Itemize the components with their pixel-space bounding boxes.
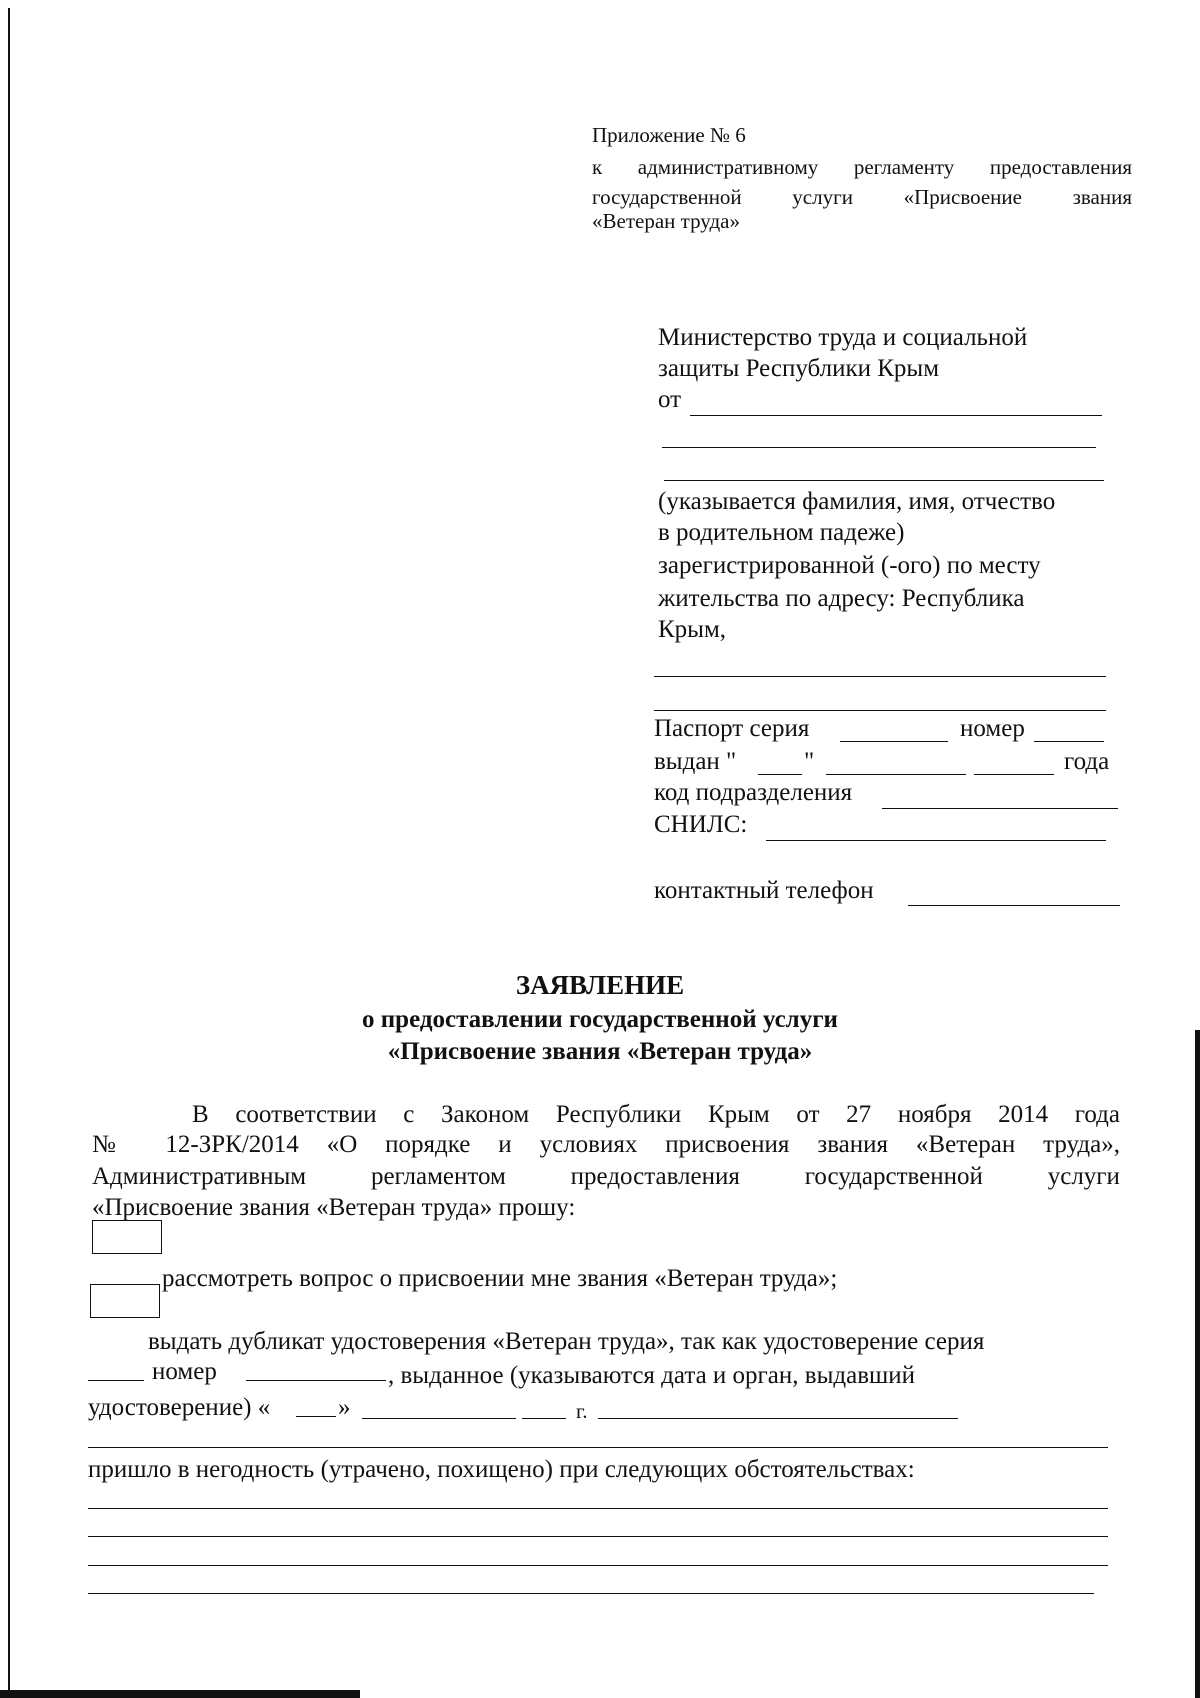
body-line-1: В соответствии с Законом Республики Крым от 27 ноября 2014 года [192,1101,1120,1128]
document-subtitle-line2: «Присвоение звания «Ветеран труда» [387,1038,813,1065]
body-line-4: «Присвоение звания «Ветеран труда» прошу: [92,1194,576,1221]
circumstances-label: пришло в негодность (утрачено, похищено) при следующих обстоятельствах: [88,1456,915,1483]
name-hint-line1: (указывается фамилия, имя, отчество [658,488,1056,515]
phone-label: контактный телефон [654,877,874,904]
scan-left-border [8,8,10,1693]
dup-cert-year-field[interactable] [522,1418,566,1419]
from-name-field-3[interactable] [664,480,1104,481]
from-name-field[interactable] [690,415,1102,416]
circumstances-field-1[interactable] [88,1508,1108,1509]
option-assign-label: рассмотреть вопрос о присвоении мне звания «Ветеран труда»; [162,1265,838,1292]
passport-year-label: года [1064,748,1110,775]
passport-series-label: Паспорт серия [654,715,810,742]
dup-issuer-field[interactable] [598,1418,958,1419]
address-field-2[interactable] [654,710,1106,711]
body-line-3-word-3: предоставления [570,1163,740,1190]
circumstances-field-3[interactable] [88,1565,1108,1566]
passport-number-field[interactable] [1034,741,1104,742]
dup-cert-label: удостоверение) « [88,1394,271,1421]
document-title: ЗАЯВЛЕНИЕ [515,970,685,1000]
dup-cert-day-field[interactable] [296,1416,336,1417]
passport-number-label: номер [960,715,1025,742]
from-label: от [658,386,682,413]
body-line-3-word-5: услуги [1047,1163,1120,1190]
passport-issued-month-field[interactable] [826,774,966,775]
option-duplicate-checkbox[interactable] [90,1284,160,1318]
subdivision-code-label: код подразделения [654,779,853,806]
dup-cert-quote: » [338,1394,351,1421]
passport-issued-day-field[interactable] [758,774,802,775]
dup-number-label: номер [152,1358,217,1385]
snils-label: СНИЛС: [654,811,748,838]
body-line-3 [92,1162,1120,1192]
body-line-3-word-4: государственной [804,1163,983,1190]
dup-cert-month-field[interactable] [362,1418,516,1419]
appendix-line-2: к административному регламенту предоставления [592,155,1132,179]
scan-right-border [1195,1030,1200,1698]
dup-issued-text: , выданное (указываются дата и орган, выдавший [388,1362,916,1389]
passport-issued-label: выдан " [654,748,737,775]
appendix-number: Приложение № 6 [592,123,746,147]
option-assign-checkbox[interactable] [92,1220,162,1254]
dup-issuer-field-2[interactable] [88,1447,1108,1448]
dup-cert-year-label: г. [576,1399,588,1423]
dup-number-field[interactable] [246,1380,386,1381]
from-name-field-2[interactable] [662,447,1096,448]
appendix-line-3-text: государственной услуги «Присвоение звания [592,185,1132,209]
scan-bottom-border [0,1690,360,1698]
circumstances-field-4[interactable] [88,1593,1094,1594]
body-line-3-word-1: Административным [92,1163,307,1190]
subdivision-code-field[interactable] [882,808,1118,809]
circumstances-field-2[interactable] [88,1536,1108,1537]
document-subtitle-line1: о предоставлении государственной услуги [362,1006,838,1033]
body-line-3-word-2: регламентом [370,1163,506,1190]
snils-field[interactable] [766,840,1106,841]
option-duplicate-label: выдать дубликат удостоверения «Ветеран труда», так как удостоверение серия [148,1328,985,1355]
appendix-line-4: «Ветеран труда» [592,209,740,233]
passport-issued-year-field[interactable] [974,774,1054,775]
passport-series-field[interactable] [840,741,948,742]
registration-line3: Крым, [658,616,727,643]
passport-issued-quote: " [804,748,815,775]
dup-series-field[interactable] [88,1380,144,1381]
addressee-ministry-line1: Министерство труда и социальной [658,324,1028,351]
name-hint-line2: в родительном падеже) [658,519,905,546]
phone-field[interactable] [908,905,1120,906]
registration-line1: зарегистрированной (-ого) по месту [658,552,1041,579]
addressee-ministry-line2: защиты Республики Крым [658,355,940,382]
body-line-2: № 12-ЗРК/2014 «О порядке и условиях присвоения звания «Ветеран труда», [92,1131,1120,1158]
registration-line2: жительства по адресу: Республика [658,585,1025,612]
address-field-1[interactable] [654,676,1106,677]
